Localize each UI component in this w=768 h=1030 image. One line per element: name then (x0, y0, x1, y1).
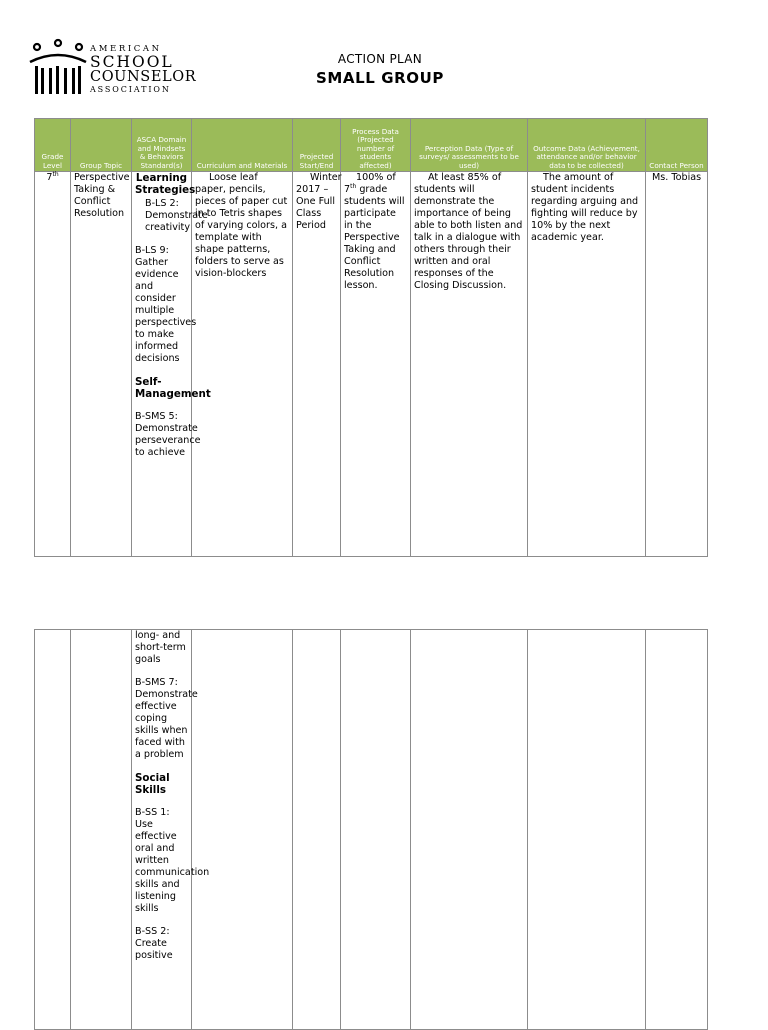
cell-projected: Winter 2017 – One Full Class Period (293, 172, 341, 557)
cell-process-data (341, 630, 411, 1030)
table-row (35, 630, 708, 1030)
cell-standards (132, 172, 211, 557)
header-asca-standards: ASCA Domain and Mindsets & Behaviors Standard(s) (132, 119, 192, 172)
cell-grade: 7th (35, 172, 71, 557)
title-action-plan: ACTION PLAN (337, 52, 423, 66)
cell-outcome-data: The amount of student incidents regarding arguing and fighting will reduce by 10% by the next academic year. (528, 172, 646, 557)
standard-item: B-LS 2: Demonstrate creativity (145, 198, 208, 233)
cell-contact (646, 630, 708, 1030)
table-header-row (35, 119, 708, 172)
header-contact-person: Contact Person (646, 119, 708, 172)
cell-perception-data: At least 85% of students will demonstrate the importance of being able to both listen and talk in a dialogue with others through their written and oral responses of the Closing Discussion. (411, 172, 528, 557)
logo-line-american: AMERICAN (90, 44, 162, 54)
standard-heading-learning: Learning Strategies (135, 172, 196, 196)
document-title (0, 52, 768, 87)
standard-item: long- and short-term goals (135, 630, 186, 665)
cell-standards (132, 630, 210, 1030)
header-outcome-data: Outcome Data (Achievement, attendance and/or behavior data to be collected) (528, 119, 646, 172)
logo-line-school: SCHOOL (90, 52, 174, 71)
logo-line-counselor: COUNSELOR (90, 69, 197, 85)
cell-process-data: 100% of 7th grade students will participate in the Perspective Taking and Conflict Resolution lesson. (341, 172, 411, 557)
action-plan-table-page2 (34, 629, 708, 1030)
title-small-group: SMALL GROUP (315, 69, 445, 87)
header-group-topic: Group Topic (71, 119, 132, 172)
standard-item: B-SMS 7: Demonstrate effective coping skills when faced with a problem (135, 677, 198, 760)
standard-item: B-SS 1: Use effective oral and written communication skills and listening skills (135, 807, 210, 914)
header-projected: Projected Start/End (293, 119, 341, 172)
standard-item: B-SS 2: Create positive (135, 926, 173, 961)
standard-item: B-SMS 5: Demonstrate perseverance to achieve (135, 411, 201, 458)
cell-curriculum (192, 630, 293, 1030)
logo-line-association: ASSOCIATION (90, 84, 171, 94)
standard-heading-social: Social Skills (135, 772, 170, 796)
header-process-data: Process Data (Projected number of students affected) (341, 119, 411, 172)
standard-heading-self: Self-Management (135, 376, 211, 400)
cell-projected (293, 630, 341, 1030)
header-grade-level: Grade Level (35, 119, 71, 172)
header-perception-data: Perception Data (Type of surveys/ assessments to be used) (411, 119, 528, 172)
standard-item: B-LS 9: Gather evidence and consider multiple perspectives to make informed decisions (135, 245, 197, 364)
cell-curriculum: Loose leaf paper, pencils, pieces of paper cut in to Tetris shapes of varying colors, a template with shape patterns, folders to serve as vision-blockers (192, 172, 293, 557)
header-curriculum: Curriculum and Materials (192, 119, 293, 172)
cell-grade (35, 630, 71, 1030)
table-row (35, 172, 708, 557)
cell-perception-data (411, 630, 528, 1030)
cell-topic (71, 630, 132, 1030)
cell-contact: Ms. Tobias (646, 172, 708, 557)
action-plan-table-page1 (34, 118, 708, 557)
cell-outcome-data (528, 630, 646, 1030)
cell-topic: Perspective Taking & Conflict Resolution (71, 172, 132, 557)
